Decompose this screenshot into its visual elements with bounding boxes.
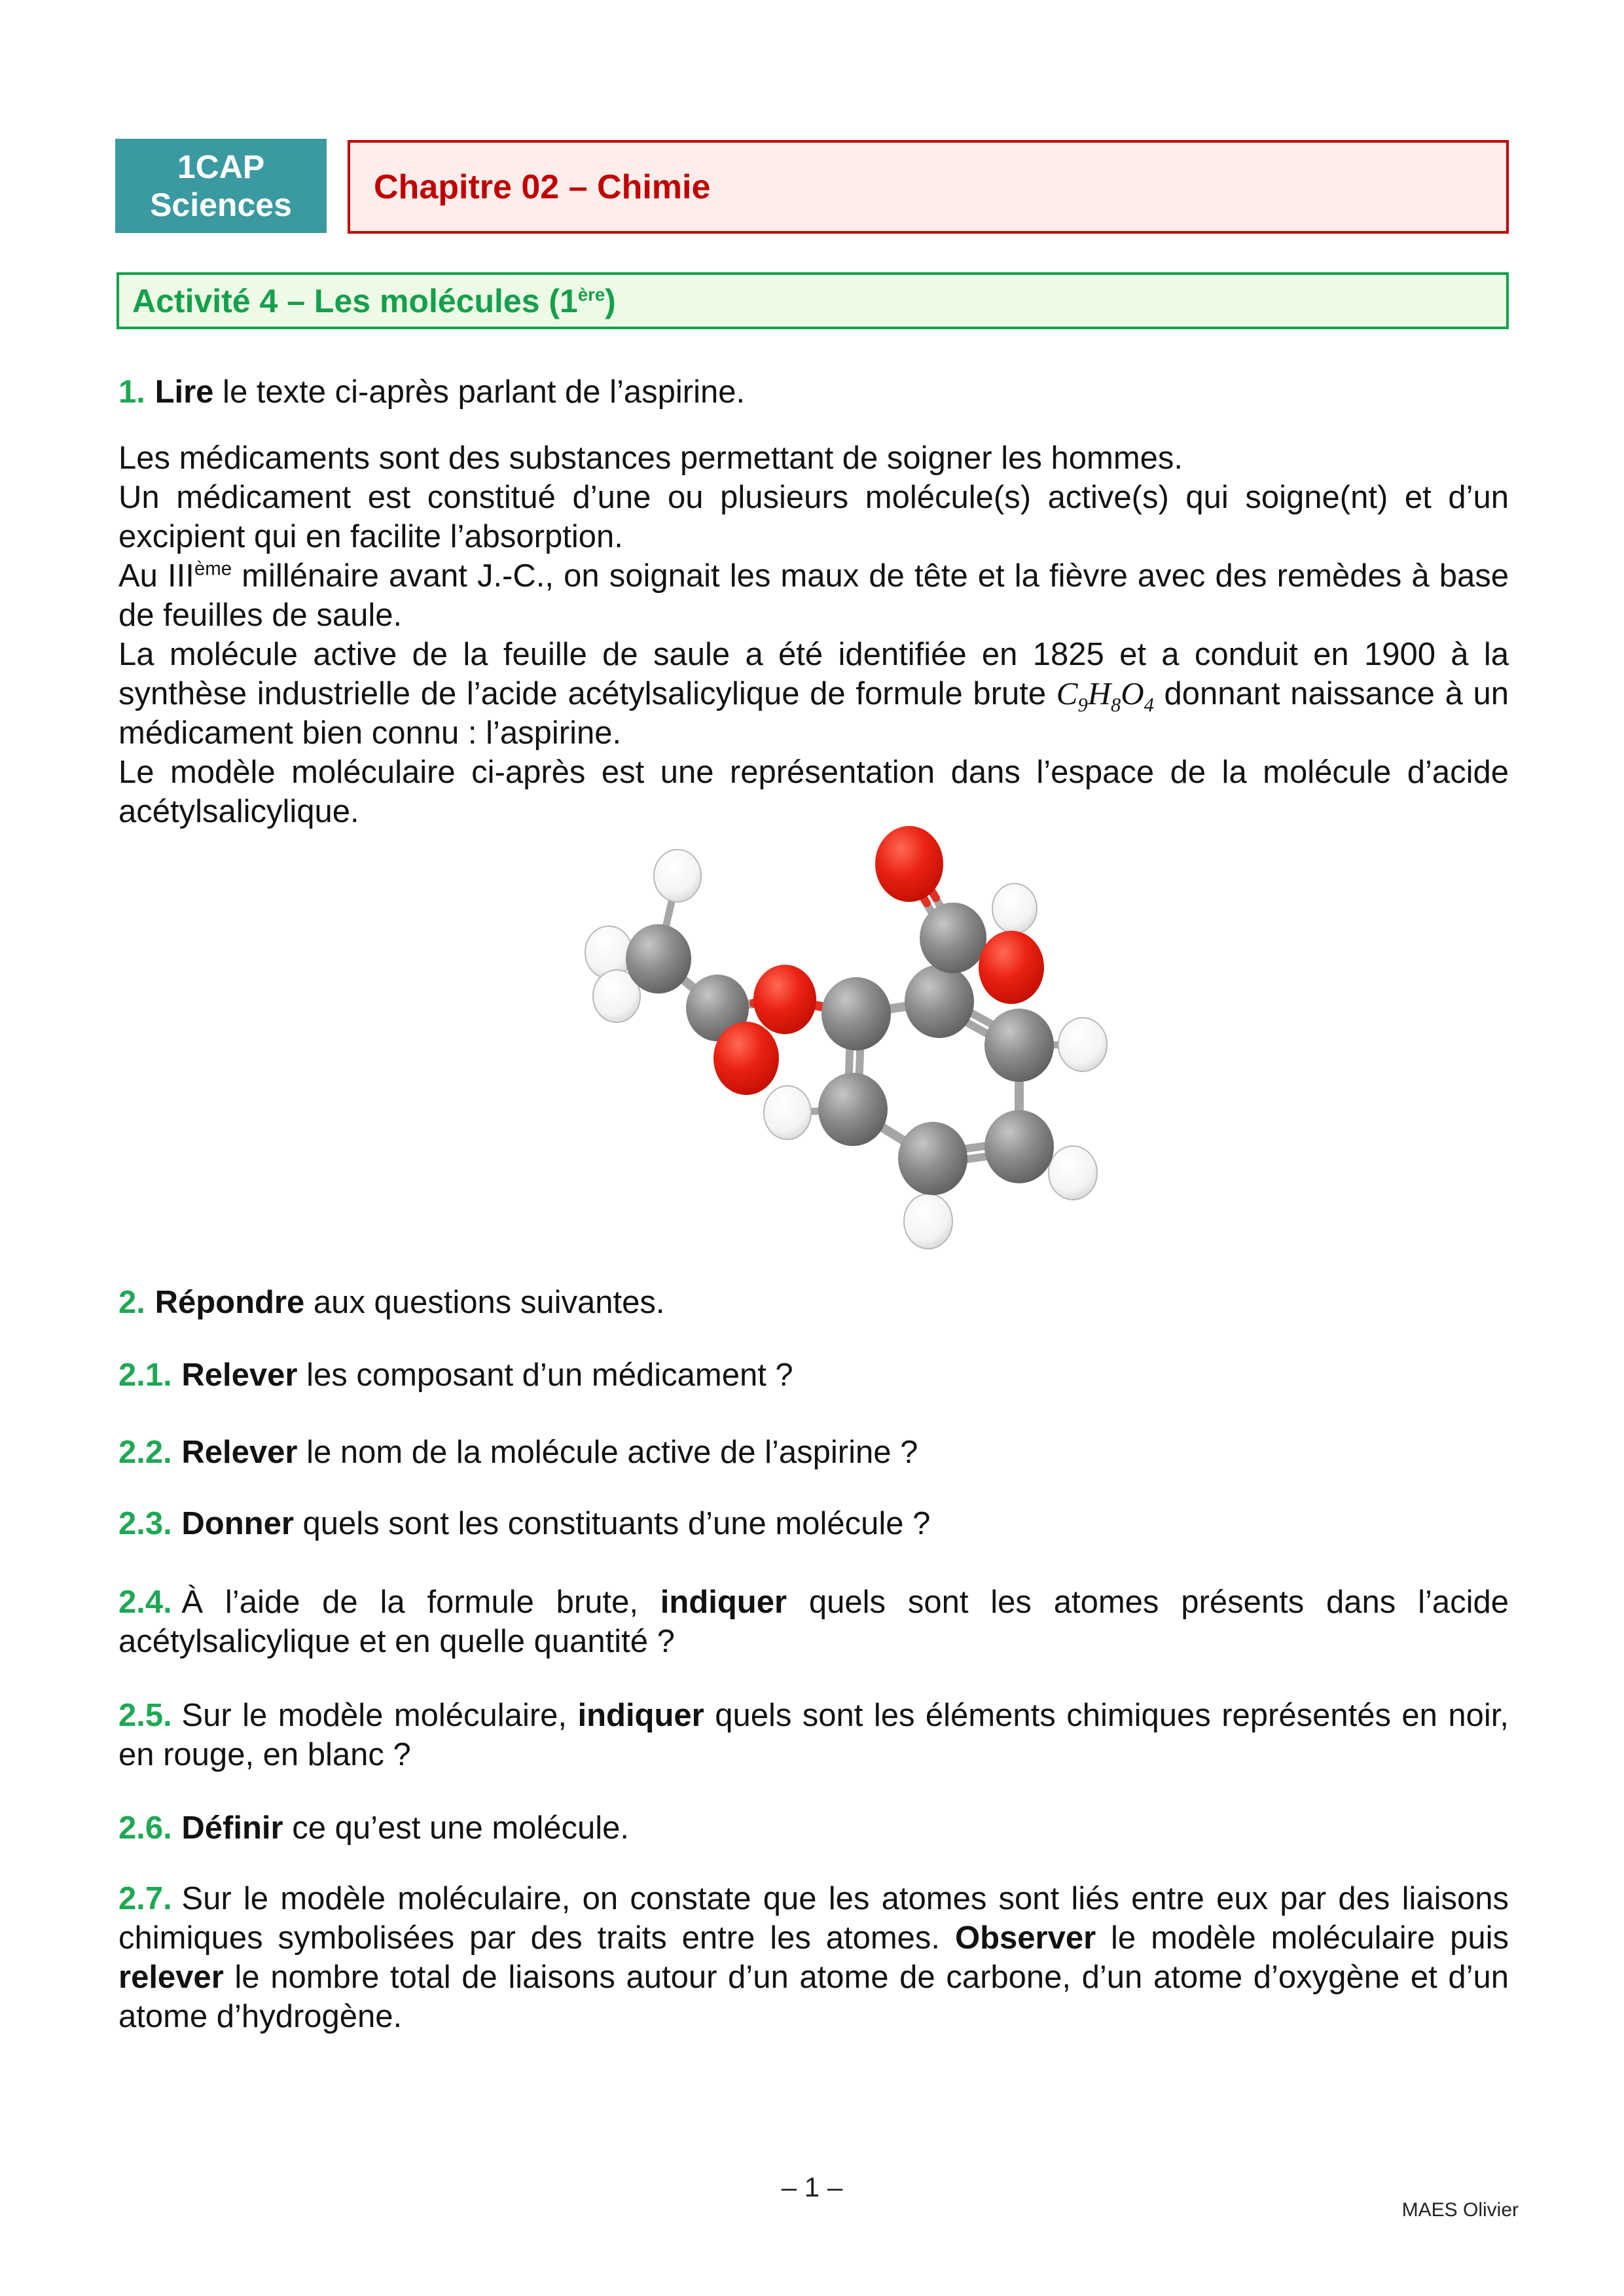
question-number: 2.5. (118, 1698, 172, 1733)
activity-title-main: Activité 4 – Les molécules (1 (132, 282, 578, 319)
intro-paragraph-3: Au IIIème millénaire avant J.-C., on soignait les maux de tête et la fièvre avec des remèdes à base de feuilles de saule. (118, 558, 1509, 633)
activity-title-close: ) (605, 282, 616, 319)
question-2 (118, 1283, 1509, 1322)
question-number: 2.7. (118, 1881, 172, 1916)
question-text: Sur le modèle moléculaire, on constate que les atomes sont liés entre eux par des liaisons chimiques symbolisées par des traits entre les atomes. Observer le modèle moléculaire puis relever le nombre total de liaisons autour d’un atome de carbone, d’un atome d’oxygène et d’un atome d’hydrogène. (118, 1881, 1509, 2034)
question-number: 2.6. (118, 1810, 172, 1846)
question-text: À l’aide de la formule brute, indiquer quels sont les atomes présents dans l’acide acétylsalicylique et en quelle quantité ? (118, 1585, 1509, 1659)
question-text: Répondre aux questions suivantes. (154, 1285, 665, 1320)
activity-title (119, 282, 616, 320)
question-2-3 (118, 1504, 1509, 1543)
chapter-banner (348, 140, 1509, 234)
instruction-number: 1. (118, 374, 145, 410)
intro-paragraph-4: La molécule active de la feuille de saule a été identifiée en 1825 et a conduit en 1900 à la synthèse industrielle de l’acide acétylsalicylique de formule brute $C_9H_8O_4$ donnant naissance à un médicament bien connu : l’aspirine. (118, 637, 1509, 751)
question-2-2 (118, 1433, 1509, 1472)
instruction-1 (118, 372, 1509, 412)
footer-author: MAES Olivier (1401, 2199, 1519, 2221)
course-badge-line2: Sciences (150, 187, 292, 223)
intro-paragraph-1: Les médicaments sont des substances permettant de soigner les hommes. (118, 440, 1183, 476)
footer-page-number: – 1 – (781, 2172, 843, 2202)
question-number: 2.1. (118, 1357, 172, 1393)
chapter-title: Chapitre 02 – Chimie (374, 168, 711, 206)
question-text: Définir ce qu’est une molécule. (181, 1810, 630, 1846)
intro-paragraph-2: Un médicament est constitué d’une ou plusieurs molécule(s) active(s) qui soigne(nt) et d’un excipient qui en facilite l’absorption. (118, 480, 1509, 554)
activity-banner (117, 272, 1509, 329)
question-number: 2.4. (118, 1585, 172, 1620)
instruction-text: Lire le texte ci-après parlant de l’aspirine. (154, 374, 746, 410)
question-number: 2. (118, 1285, 145, 1320)
activity-title-superscript: ère (577, 283, 605, 304)
course-badge (115, 139, 327, 233)
question-number: 2.2. (118, 1435, 172, 1470)
question-text: Relever les composant d’un médicament ? (181, 1357, 793, 1393)
question-text: Relever le nom de la molécule active de l’aspirine ? (181, 1435, 918, 1470)
question-2-5 (118, 1696, 1509, 1774)
molecule-3d-model (569, 812, 1159, 1257)
course-badge-line1: 1CAP (177, 149, 265, 185)
question-2-1 (118, 1355, 1509, 1395)
question-2-7 (118, 1879, 1509, 2036)
question-text: Sur le modèle moléculaire, indiquer quels sont les éléments chimiques représentés en noir, en rouge, en blanc ? (118, 1698, 1509, 1772)
question-2-4 (118, 1583, 1509, 1661)
question-2-6 (118, 1808, 1509, 1848)
intro-paragraph-5: Le modèle moléculaire ci-après est une représentation dans l’espace de la molécule d’acide acétylsalicylique. (118, 755, 1509, 829)
question-text: Donner quels sont les constituants d’une molécule ? (181, 1506, 931, 1541)
question-number: 2.3. (118, 1506, 172, 1541)
intro-text (118, 439, 1509, 831)
